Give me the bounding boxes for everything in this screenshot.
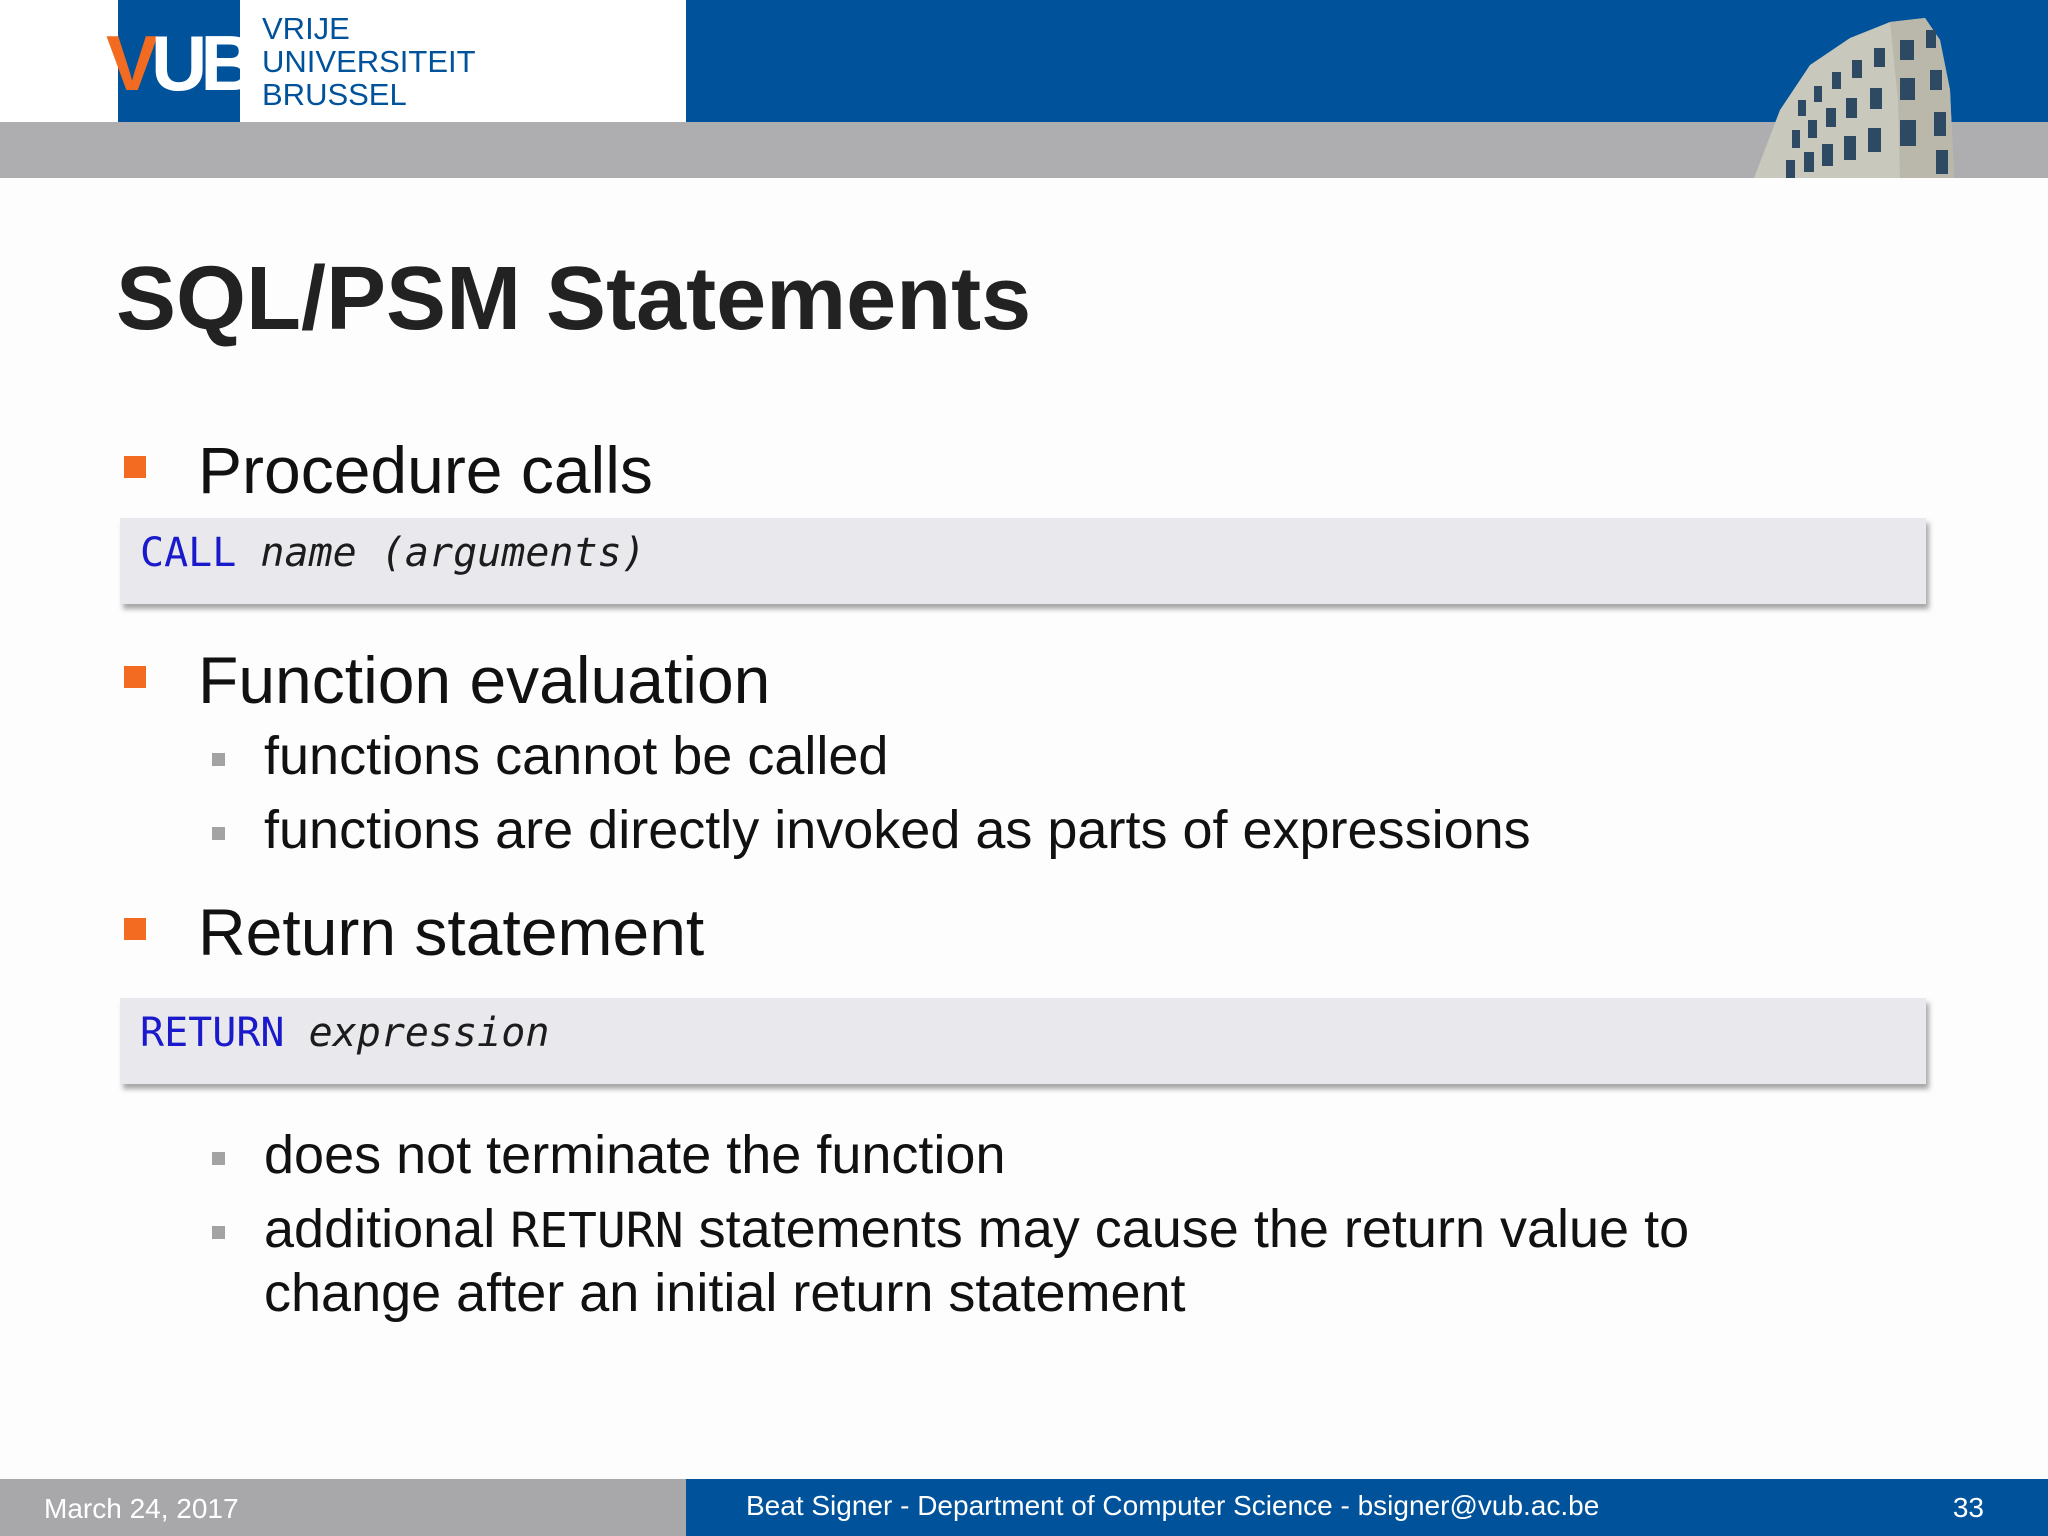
university-name-line: UNIVERSITEIT xyxy=(262,44,476,79)
sub-bullet-text-part: change after an initial return statement xyxy=(264,1263,1186,1323)
sub-bullet-marker xyxy=(212,1226,225,1239)
bullet-marker xyxy=(124,666,146,688)
building-image xyxy=(1740,0,2000,178)
sub-bullet-marker xyxy=(212,1152,225,1165)
university-name-line: VRIJE xyxy=(262,11,350,46)
inline-code: RETURN xyxy=(510,1203,684,1259)
sub-bullet-text: does not terminate the function xyxy=(264,1125,1006,1185)
sub-bullet-text: functions are directly invoked as parts of expressions xyxy=(264,800,1531,860)
sub-bullet-text xyxy=(264,1198,1689,1324)
vub-logo xyxy=(106,0,250,122)
university-name xyxy=(262,12,476,111)
sub-bullet-text-part: additional xyxy=(264,1199,511,1259)
bullet-text: Return statement xyxy=(198,895,705,969)
code-arguments: name (arguments) xyxy=(260,530,646,576)
bullet-marker xyxy=(124,918,146,940)
footer-date: March 24, 2017 xyxy=(44,1493,239,1524)
footer-author: Beat Signer - Department of Computer Science - bsigner@vub.ac.be xyxy=(746,1490,1600,1521)
vub-logo-mark: VUB xyxy=(106,19,250,107)
sub-bullet-marker xyxy=(212,753,225,766)
slide-title: SQL/PSM Statements xyxy=(116,249,1032,349)
bullet-text: Function evaluation xyxy=(198,643,771,717)
code-keyword: RETURN xyxy=(140,1010,285,1056)
sub-bullet-marker xyxy=(212,827,225,840)
code-block-return xyxy=(120,998,1926,1084)
code-keyword: CALL xyxy=(140,530,237,576)
university-name-line: BRUSSEL xyxy=(262,77,407,112)
sub-bullet-text-part: statements may cause the return value to xyxy=(683,1199,1690,1259)
bullet-text: Procedure calls xyxy=(198,433,653,507)
bullet-marker xyxy=(124,456,146,478)
code-expression: expression xyxy=(308,1010,550,1056)
sub-bullet-text: functions cannot be called xyxy=(264,726,889,786)
page-number: 33 xyxy=(1952,1492,1984,1523)
code-block-call xyxy=(120,518,1926,604)
